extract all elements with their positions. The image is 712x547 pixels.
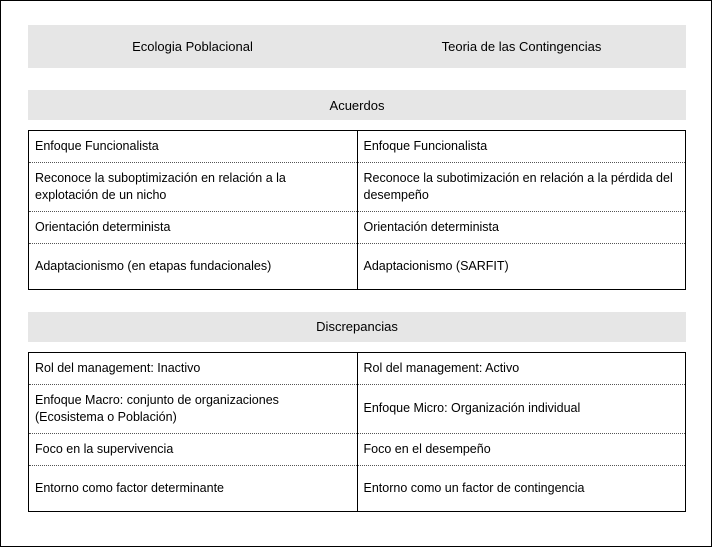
spacer-between-sections [28, 290, 686, 312]
acuerdos-row-1-right: Reconoce la subotimización en relación a la pérdida del desempeño [357, 163, 686, 212]
column-headers [28, 25, 686, 68]
discrepancias-table [28, 352, 686, 512]
spacer-after-headers [28, 68, 686, 90]
spacer-after-discrepancias-band [28, 342, 686, 352]
table-row [29, 131, 686, 163]
section-band-discrepancias: Discrepancias [28, 312, 686, 342]
discrepancias-row-2-left: Foco en la supervivencia [29, 433, 358, 465]
table-row [29, 465, 686, 511]
table-row [29, 243, 686, 289]
discrepancias-row-2-right: Foco en el desempeño [357, 433, 686, 465]
acuerdos-row-3-right: Adaptacionismo (SARFIT) [363, 258, 509, 273]
column-header-right: Teoria de las Contingencias [441, 39, 602, 54]
table-row [29, 211, 686, 243]
acuerdos-row-1-left: Reconoce la suboptimización en relación a la explotación de un nicho [29, 163, 358, 212]
acuerdos-row-2-right: Orientación determinista [357, 211, 686, 243]
discrepancias-row-3-right: Entorno como un factor de contingencia [363, 480, 585, 495]
column-header-left: Ecologia Poblacional [132, 39, 253, 54]
discrepancias-row-3-left: Entorno como factor determinante [29, 465, 358, 511]
spacer-after-acuerdos-band [28, 120, 686, 130]
table-row [29, 352, 686, 384]
section-band-acuerdos: Acuerdos [28, 90, 686, 120]
discrepancias-row-0-right: Rol del management: Activo [357, 352, 686, 384]
discrepancias-row-1-left: Enfoque Macro: conjunto de organizaciones (Ecosistema o Población) [29, 384, 358, 433]
acuerdos-row-0-left: Enfoque Funcionalista [29, 131, 358, 163]
discrepancias-row-1-right: Enfoque Micro: Organización individual [357, 384, 686, 433]
acuerdos-row-3-left: Adaptacionismo (en etapas fundacionales) [29, 243, 358, 289]
comparison-table [28, 25, 686, 512]
acuerdos-row-0-right: Enfoque Funcionalista [357, 131, 686, 163]
acuerdos-row-2-left: Orientación determinista [29, 211, 358, 243]
table-row [29, 384, 686, 433]
acuerdos-table [28, 130, 686, 290]
discrepancias-row-0-left: Rol del management: Inactivo [29, 352, 358, 384]
table-row [29, 163, 686, 212]
table-row [29, 433, 686, 465]
